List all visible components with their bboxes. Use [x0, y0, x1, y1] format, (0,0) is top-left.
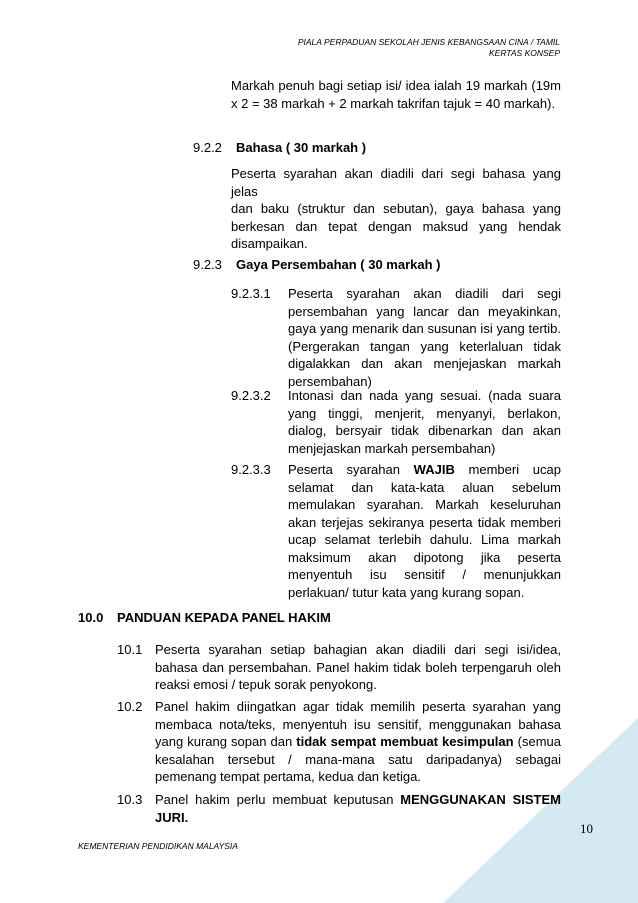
text-line: selamat dan kata-kata aluan sebelum [288, 479, 561, 495]
section-10-1-number: 10.1 [117, 642, 143, 657]
section-10-3-number: 10.3 [117, 792, 143, 807]
section-9-2-3-1-number: 9.2.3.1 [231, 286, 271, 301]
page-number: 10 [580, 821, 593, 836]
emphasis-kesimpulan: tidak sempat membuat kesimpulan [296, 734, 514, 749]
text-line: (Pergerakan tangan yang keterlaluan tidak [288, 338, 561, 354]
markah-paragraph [231, 77, 561, 112]
text-line: Peserta syarahan setiap bahagian akan diadili dari segi isi/idea, [155, 642, 561, 657]
text-line: Peserta syarahan akan diadili dari segi [288, 286, 561, 301]
section-10-3-body [155, 791, 561, 826]
header-subtitle: KERTAS KONSEP [488, 48, 560, 58]
text-line: Panel hakim diingatkan agar tidak memilih peserta syarahan yang [155, 699, 561, 714]
text-line: digalakkan dan akan menjejaskan markah [288, 356, 561, 371]
emphasis-wajib: WAJIB [413, 462, 455, 477]
text-line: menjejaskan markah persembahan) [288, 440, 496, 456]
text-line: gaya yang menarik dan susunan isi yang tertib. [288, 321, 561, 336]
text-line: yang kurang sopan dan tidak sempat membuat kesimpulan (semua [155, 734, 562, 749]
text-line: Intonasi dan nada yang sesuai. (nada suara [288, 388, 561, 403]
text-line: memulakan syarahan. Markah keseluruhan [288, 497, 561, 512]
text-line: dan baku (struktur dan sebutan), gaya bahasa yang [231, 201, 561, 216]
text-line: perlakuan/ tutur kata yang kurang sopan. [288, 584, 525, 600]
text-line: bahasa dan persembahan. Panel hakim tidak boleh terpengaruh oleh [155, 659, 561, 675]
section-10-2-body [155, 698, 561, 786]
text-line: Peserta syarahan akan diadili dari segi bahasa yang jelas [231, 166, 561, 199]
section-10-title: PANDUAN KEPADA PANEL HAKIM [117, 610, 331, 625]
text-line: Markah penuh bagi setiap isi/ idea ialah 19 markah (19m [231, 78, 561, 93]
section-9-2-2-body [231, 165, 561, 253]
section-9-2-3-number: 9.2.3 [193, 257, 222, 272]
section-9-2-3-1-body [288, 285, 561, 390]
section-9-2-3-2-number: 9.2.3.2 [231, 388, 271, 403]
text-line: Peserta syarahan WAJIB memberi ucap [288, 462, 561, 477]
text-line: pemenang tempat pertama, kedua dan ketiga. [155, 769, 421, 784]
emphasis-juri: JURI. [155, 809, 189, 825]
section-9-2-2-title: Bahasa ( 30 markah ) [236, 140, 367, 155]
text-line: yang tinggi, menjerit, menyanyi, berlakon, [288, 405, 561, 421]
text-line: kesalahan tersebut / mana-mana satu daripadanya) sebagai [155, 751, 561, 767]
text-line: dialog, bersyair tidak dibenarkan dan akan [288, 423, 561, 438]
section-10-1-body [155, 641, 561, 694]
section-9-2-3-title: Gaya Persembahan ( 30 markah ) [236, 257, 441, 272]
section-9-2-3-3-body [288, 461, 561, 601]
text-line: menyentuh isu sensitif / menunjukkan [288, 567, 561, 582]
section-9-2-3-3-number: 9.2.3.3 [231, 462, 271, 477]
text-line: ucap selamat terlebih dahulu. Lima markah [288, 532, 561, 547]
section-9-2-2-number: 9.2.2 [193, 140, 222, 155]
text-line: persembahan) [288, 373, 372, 389]
text-line: reaksi emosi / tepuk sorak penyokong. [155, 677, 377, 692]
section-10-2-number: 10.2 [117, 699, 143, 714]
section-9-2-3-2-body [288, 387, 561, 457]
text-line: Panel hakim perlu membuat keputusan MENGGUNAKAN SISTEM [155, 792, 561, 807]
page-footer: KEMENTERIAN PENDIDIKAN MALAYSIA [78, 841, 238, 851]
section-10-number: 10.0 [78, 610, 104, 625]
text-line [155, 809, 561, 827]
text-line: berkesan dan tepat dengan maksud yang hendak [231, 218, 561, 234]
text-line: membaca nota/teks, menyentuh isu sensitif, menggunakan bahasa [155, 716, 561, 732]
text-line: akan terjejas sekiranya peserta tidak memberi [288, 514, 561, 530]
text-line: persembahan yang lancar dan meyakinkan, [288, 303, 561, 319]
header-title: PIALA PERPADUAN SEKOLAH JENIS KEBANGSAAN CINA / TAMIL [297, 37, 560, 47]
text-line: maksimum akan dipotong jika peserta [288, 549, 561, 565]
emphasis-sistem: MENGGUNAKAN SISTEM [400, 792, 561, 807]
text-line: disampaikan. [231, 236, 308, 251]
page-header [298, 37, 560, 59]
text-line: x 2 = 38 markah + 2 markah takrifan tajuk = 40 markah). [231, 95, 556, 111]
